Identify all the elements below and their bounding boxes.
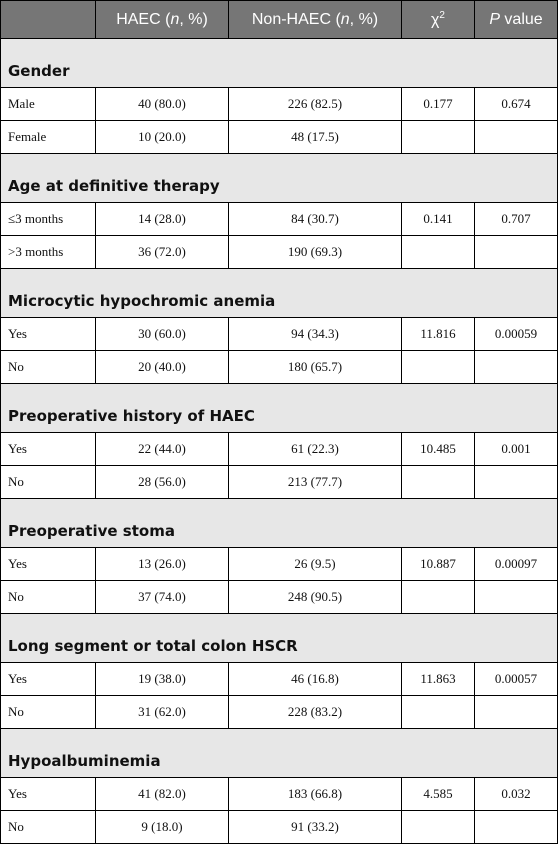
header-p-rest: value [499,10,543,28]
row-label: No [1,811,96,844]
section-title: Long segment or total colon HSCR [1,614,558,663]
haec-value: 41 (82.0) [96,778,229,811]
haec-value: 13 (26.0) [96,548,229,581]
row-label: ≤3 months [1,203,96,236]
row-label: Male [1,88,96,121]
chi-square-value [402,466,475,499]
non-haec-value: 183 (66.8) [229,778,402,811]
table-row [1,581,558,614]
chi-square-value [402,121,475,154]
row-label: Yes [1,548,96,581]
haec-value: 9 (18.0) [96,811,229,844]
haec-value: 20 (40.0) [96,351,229,384]
p-value: 0.001 [475,433,558,466]
haec-value: 36 (72.0) [96,236,229,269]
chi-square-value [402,581,475,614]
non-haec-value: 26 (9.5) [229,548,402,581]
header-p-letter: P [489,10,500,28]
section-title: Microcytic hypochromic anemia [1,269,558,318]
row-label: Yes [1,318,96,351]
section-row [1,729,558,778]
chi-square-value [402,696,475,729]
non-haec-value: 61 (22.3) [229,433,402,466]
row-label: No [1,466,96,499]
non-haec-value: 190 (69.3) [229,236,402,269]
table-row [1,696,558,729]
non-haec-value: 84 (30.7) [229,203,402,236]
chi-square-value: 0.141 [402,203,475,236]
section-row [1,269,558,318]
chi-square-value: 10.485 [402,433,475,466]
header-non-haec-rest: , %) [349,10,379,28]
non-haec-value: 213 (77.7) [229,466,402,499]
section-title: Age at definitive therapy [1,154,558,203]
non-haec-value: 48 (17.5) [229,121,402,154]
table-body [1,39,558,844]
row-label: Yes [1,433,96,466]
p-value [475,581,558,614]
header-non-haec-text: Non-HAEC ( [251,10,341,28]
row-label: No [1,351,96,384]
table-row [1,778,558,811]
p-value: 0.00097 [475,548,558,581]
chi-square-value [402,236,475,269]
table-row [1,318,558,351]
p-value [475,236,558,269]
row-label: No [1,581,96,614]
haec-value: 14 (28.0) [96,203,229,236]
table-row [1,351,558,384]
p-value [475,696,558,729]
header-blank-cell [1,1,96,39]
header-p-value [475,1,558,39]
table-row [1,811,558,844]
header-haec-text: HAEC ( [116,10,171,28]
section-title: Gender [1,39,558,88]
header-haec-rest: , %) [179,10,208,28]
p-value [475,351,558,384]
section-row [1,614,558,663]
non-haec-value: 226 (82.5) [229,88,402,121]
row-label: No [1,696,96,729]
non-haec-value: 228 (83.2) [229,696,402,729]
table-row [1,433,558,466]
header-haec-n: n [170,10,180,28]
p-value: 0.00057 [475,663,558,696]
row-label: >3 months [1,236,96,269]
table-header [1,1,558,39]
p-value: 0.674 [475,88,558,121]
chi-square-value: 4.585 [402,778,475,811]
non-haec-value: 91 (33.2) [229,811,402,844]
section-row [1,39,558,88]
p-value: 0.707 [475,203,558,236]
haec-value: 10 (20.0) [96,121,229,154]
table-row [1,236,558,269]
chi-square-value [402,811,475,844]
chi-square-value: 10.887 [402,548,475,581]
p-value: 0.00059 [475,318,558,351]
section-row [1,499,558,548]
header-chi-sup: 2 [439,9,445,21]
haec-value: 19 (38.0) [96,663,229,696]
non-haec-value: 248 (90.5) [229,581,402,614]
haec-value: 37 (74.0) [96,581,229,614]
haec-value: 31 (62.0) [96,696,229,729]
chi-square-value [402,351,475,384]
section-title: Preoperative stoma [1,499,558,548]
header-non-haec-n: n [340,10,350,28]
header-chi-symbol: χ [431,11,440,29]
p-value: 0.032 [475,778,558,811]
haec-value: 30 (60.0) [96,318,229,351]
row-label: Yes [1,663,96,696]
non-haec-value: 46 (16.8) [229,663,402,696]
header-row [1,1,558,39]
table-row [1,203,558,236]
table-row [1,548,558,581]
non-haec-value: 94 (34.3) [229,318,402,351]
haec-value: 22 (44.0) [96,433,229,466]
chi-square-value: 11.863 [402,663,475,696]
chi-square-value: 0.177 [402,88,475,121]
table-row [1,121,558,154]
header-chi-square [402,1,475,39]
table-row [1,466,558,499]
header-haec [96,1,229,39]
p-value [475,811,558,844]
non-haec-value: 180 (65.7) [229,351,402,384]
row-label: Yes [1,778,96,811]
section-title: Preoperative history of HAEC [1,384,558,433]
haec-value: 28 (56.0) [96,466,229,499]
table-row [1,663,558,696]
section-row [1,154,558,203]
haec-value: 40 (80.0) [96,88,229,121]
section-title: Hypoalbuminemia [1,729,558,778]
section-row [1,384,558,433]
header-non-haec [229,1,402,39]
p-value [475,121,558,154]
chi-square-value: 11.816 [402,318,475,351]
p-value [475,466,558,499]
row-label: Female [1,121,96,154]
table-row [1,88,558,121]
